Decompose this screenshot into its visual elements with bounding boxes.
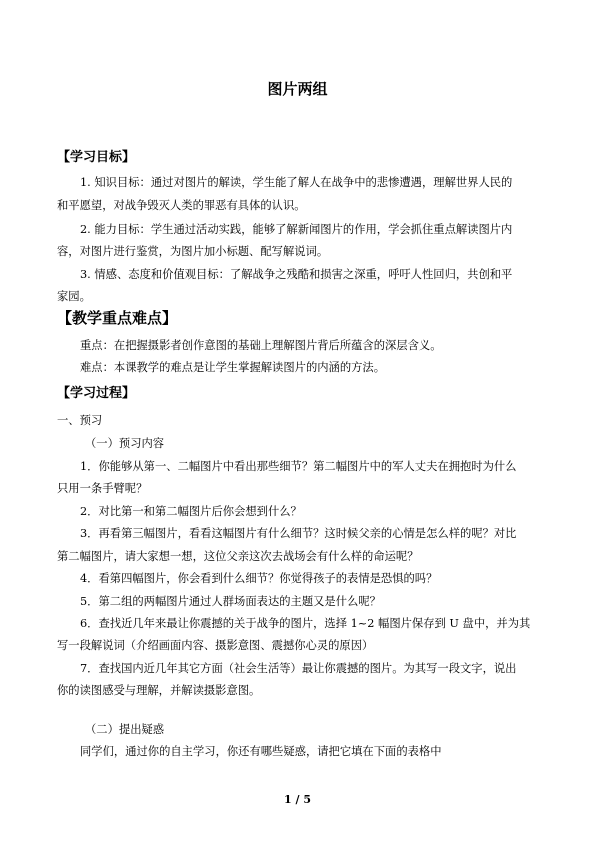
goal-2-line-1: 2. 能力目标：学生通过活动实践，能够了解新闻图片的作用，学会抓住重点解读图片内 (80, 223, 513, 236)
section-heading-key-points: 【教学重点难点】 (57, 309, 178, 327)
question-1-line-2: 只用一条手臂呢？ (57, 482, 148, 495)
page-number: 1 / 5 (284, 793, 311, 806)
question-7-line-1: 7．查找国内近几年其它方面（社会生活等）最让你震撼的图片。为其写一段文字，说出 (80, 662, 517, 675)
key-point-focus: 重点：在把握摄影者创作意图的基础上理解图片背后所蕴含的深层含义。 (80, 339, 442, 352)
question-3-line-2: 第二幅图片，请大家想一想，这位父亲这次去战场会有什么样的命运呢？ (57, 550, 419, 563)
goal-1-line-1: 1. 知识目标：通过对图片的解读，学生能了解人在战争中的悲惨遭遇，理解世界人民的 (80, 176, 513, 189)
section-heading-process: 【学习过程】 (57, 386, 136, 401)
question-2-line-1: 2．对比第一和第二幅图片后你会想到什么？ (80, 505, 302, 518)
process-part-1: 一、预习 (57, 414, 103, 427)
question-3-line-1: 3．再看第三幅图片，看看这幅图片有什么细节？这时候父亲的心情是怎么样的呢？对比 (80, 527, 517, 540)
goal-3-line-2: 家园。 (57, 290, 91, 303)
goal-2-line-2: 容，对图片进行鉴赏，为图片加小标题、配写解说词。 (57, 245, 329, 258)
process-sub-2: （二）提出疑惑 (85, 723, 165, 736)
goal-1-line-2: 和平愿望，对战争毁灭人类的罪恶有具体的认识。 (57, 199, 306, 212)
goal-3-line-1: 3. 情感、态度和价值观目标：了解战争之残酷和损害之深重，呼吁人性回归，共创和平 (80, 268, 513, 281)
question-6-line-2: 写一段解说词（介绍画面内容、摄影意图、震撼你心灵的原因） (57, 639, 374, 652)
question-5-line-1: 5．第二组的两幅图片通过人群场面表达的主题又是什么呢？ (80, 595, 381, 608)
question-1-line-1: 1．你能够从第一、二幅图片中看出那些细节？第二幅图片中的军人丈夫在拥抱时为什么 (80, 460, 517, 473)
process-sub-2-text: 同学们，通过你的自主学习，你还有哪些疑惑，请把它填在下面的表格中 (80, 745, 442, 758)
question-4-line-1: 4．看第四幅图片，你会看到什么细节？你觉得孩子的表情是恐惧的吗？ (80, 572, 438, 585)
question-7-line-2: 你的读图感受与理解，并解读摄影意图。 (57, 684, 261, 697)
page-title: 图片两组 (267, 80, 328, 98)
question-6-line-1: 6．查找近几年来最让你震撼的关于战争的图片，选择 1~2 幅图片保存到 U 盘中，并为其 (80, 617, 531, 630)
process-sub-1: （一）预习内容 (85, 437, 165, 450)
section-heading-goals: 【学习目标】 (57, 150, 136, 165)
key-point-difficulty: 难点：本课教学的难点是让学生掌握解读图片的内涵的方法。 (80, 361, 386, 374)
